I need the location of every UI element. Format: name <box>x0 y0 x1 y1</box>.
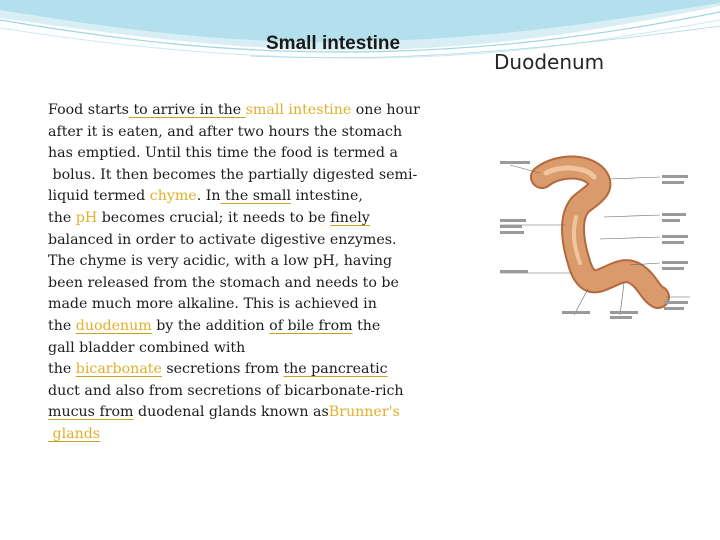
text-run: been released from the stomach and needs to be <box>48 274 399 291</box>
text-line-14 <box>48 381 458 403</box>
text-line-11 <box>48 316 458 338</box>
text-run: to arrive in t <box>128 102 224 118</box>
text-run: The chyme is very acidic, with a low pH, having <box>48 253 393 270</box>
text-line-4 <box>48 165 458 187</box>
slide-heading: Small intestine <box>266 33 401 54</box>
text-line-9 <box>48 273 458 295</box>
text-run: the <box>48 317 76 334</box>
highlight-term-glands: glands <box>48 425 101 442</box>
highlight-term-chyme: chyme <box>149 188 197 205</box>
text-run: . In <box>196 188 221 205</box>
text-line-12 <box>48 338 458 360</box>
text-line-2 <box>48 122 458 144</box>
text-run: finely <box>330 209 370 226</box>
text-line-8 <box>48 251 458 273</box>
text-run: mucus from <box>48 404 134 421</box>
text-run: balanced in order to activate digestive enzymes. <box>48 231 397 248</box>
highlight-term-small-intestine: small intestine <box>245 102 352 118</box>
text-run: the pancreatic <box>283 361 388 378</box>
duodenum-body <box>542 167 658 297</box>
text-run: intestine, <box>291 188 363 205</box>
text-line-3 <box>48 143 458 165</box>
text-run: the small <box>220 188 291 205</box>
text-run: the <box>48 209 76 226</box>
text-line-13 <box>48 359 458 381</box>
text-line-15 <box>48 402 458 424</box>
text-run: gall bladder combined with <box>48 339 246 356</box>
highlight-term-brunners: Brunner's <box>328 404 400 421</box>
text-run: by the addition <box>151 317 270 334</box>
highlight-term-bicarbonate: bicarbonate <box>75 361 162 378</box>
text-line-10 <box>48 294 458 316</box>
text-run: liquid termed <box>48 188 150 205</box>
text-line-7 <box>48 230 458 252</box>
text-run: bolus. It then becomes the partially digested semi- <box>48 166 418 183</box>
highlight-term-ph: pH <box>75 209 98 226</box>
text-run: has emptied. Until this time the food is termed a <box>48 145 398 162</box>
text-run: he <box>223 102 246 118</box>
text-run: becomes crucial; it needs to be <box>97 209 331 226</box>
text-run: one hour <box>351 102 420 118</box>
text-line-5 <box>48 186 458 208</box>
text-line-6 <box>48 208 458 230</box>
highlight-term-duodenum: duodenum <box>75 317 152 334</box>
text-run: after it is eaten, and after two hours the stomach <box>48 123 403 140</box>
body-paragraph <box>48 100 458 446</box>
text-run: the <box>352 317 381 334</box>
text-line-16 <box>48 424 458 446</box>
figure-title: Duodenum <box>494 50 605 74</box>
text-run: of bile from <box>269 317 353 334</box>
text-run: made much more alkaline. This is achieved in <box>48 296 377 313</box>
text-run: duodenal glands known as <box>133 404 329 421</box>
text-run: duct and also from secretions of bicarbonate-rich <box>48 382 404 399</box>
duodenum-illustration <box>500 155 690 320</box>
text-run: secretions from <box>161 361 284 378</box>
text-run: the <box>48 361 76 378</box>
text-run: Food starts <box>48 102 129 118</box>
text-line-1 <box>48 100 458 122</box>
